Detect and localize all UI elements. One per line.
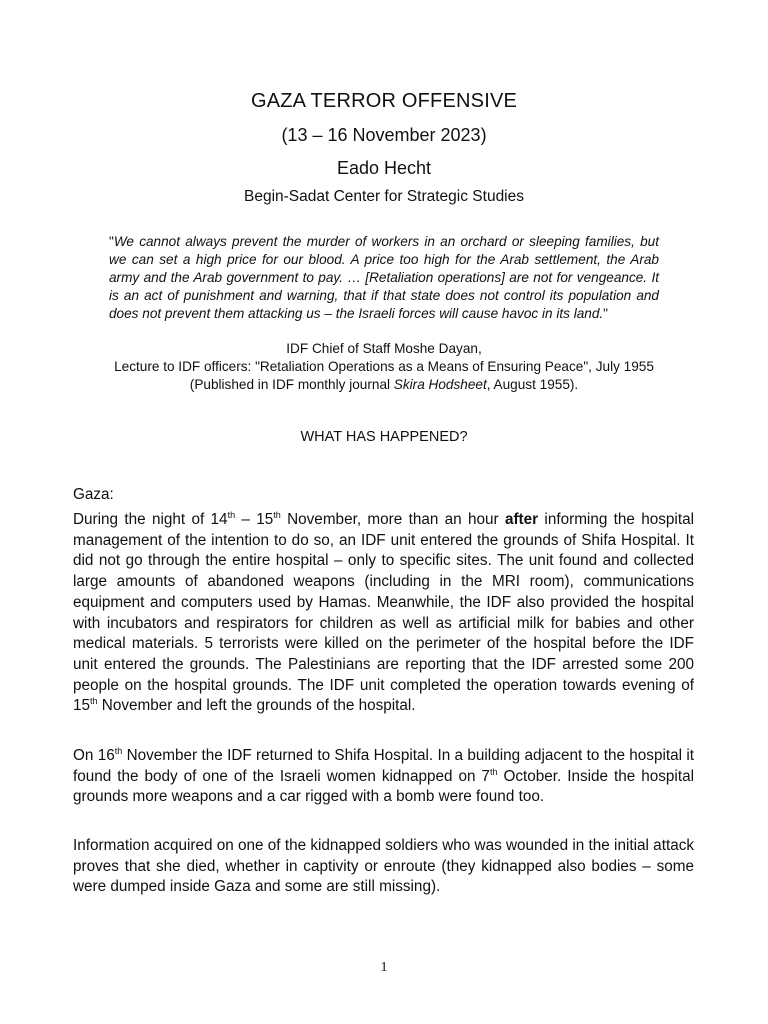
quote-attribution-publication: [0, 377, 768, 392]
document-dates: (13 – 16 November 2023): [281, 125, 487, 145]
quote-attribution-speaker: IDF Chief of Staff Moshe Dayan,: [286, 341, 482, 356]
quote-attribution-lecture: Lecture to IDF officers: "Retaliation Operations as a Means of Ensuring Peace", July 1955: [114, 359, 654, 374]
section-heading: WHAT HAS HAPPENED?: [300, 429, 468, 445]
publication-prefix: (Published in IDF monthly journal: [189, 377, 394, 392]
journal-name: Skira Hodsheet: [393, 377, 487, 392]
paragraph-return-to-shifa: On 16th November the IDF returned to Shifa Hospital. In a building adjacent to the hospital it found the body of one of the Israeli women kidnapped on 7th October. Inside the hospital grounds more weapons and a car rigged with a bomb were found too.: [73, 745, 694, 806]
paragraph-shifa-operation: During the night of 14th – 15th November, more than an hour after informing the hospital management of the intention to do so, an IDF unit entered the grounds of Shifa Hospital. It did not go through the entire hospital – only to specific sites. The unit found and collected large amounts of abandoned weapons (including in the MRI room), communications equipment and computers used by Hamas. Meanwhile, the IDF also provided the hospital with incubators and respirators for children as well as artificial milk for babies and other medical materials. 5 terrorists were killed on the perimeter of the hospital before the IDF unit entered the grounds. The Palestinians are reporting that the IDF arrested some 200 people on the hospital grounds. The IDF unit completed the operation towards evening of 15th November and left the grounds of the hospital.: [73, 509, 694, 715]
quote-text: We cannot always prevent the murder of workers in an orchard or sleeping families, but we can set a high price for our blood. A price too high for the Arab settlement, the Arab army and the Arab government to pay. … [Retaliation operations] are not for vengeance. It is an act of punishment and warning, that if that state does not control its population and does not prevent them attacking us – the Israeli forces will cause havoc in its land.: [109, 234, 659, 321]
paragraph-kidnapped-soldier: Information acquired on one of the kidnapped soldiers who was wounded in the initial attack proves that she died, whether in captivity or enroute (they kidnapped also bodies – some were dumped inside Gaza and some are still missing).: [73, 837, 694, 896]
author-name: Eado Hecht: [336, 158, 432, 178]
quote-open-mark: ": [109, 234, 114, 249]
author-affiliation: Begin-Sadat Center for Strategic Studies: [243, 188, 524, 205]
quote-close-mark: ": [603, 306, 608, 321]
epigraph-quote: [109, 233, 659, 323]
document-title: GAZA TERROR OFFENSIVE: [250, 90, 518, 112]
gaza-label: Gaza:: [73, 486, 114, 503]
publication-suffix: , August 1955).: [486, 377, 579, 392]
page-number: 1: [380, 960, 388, 975]
